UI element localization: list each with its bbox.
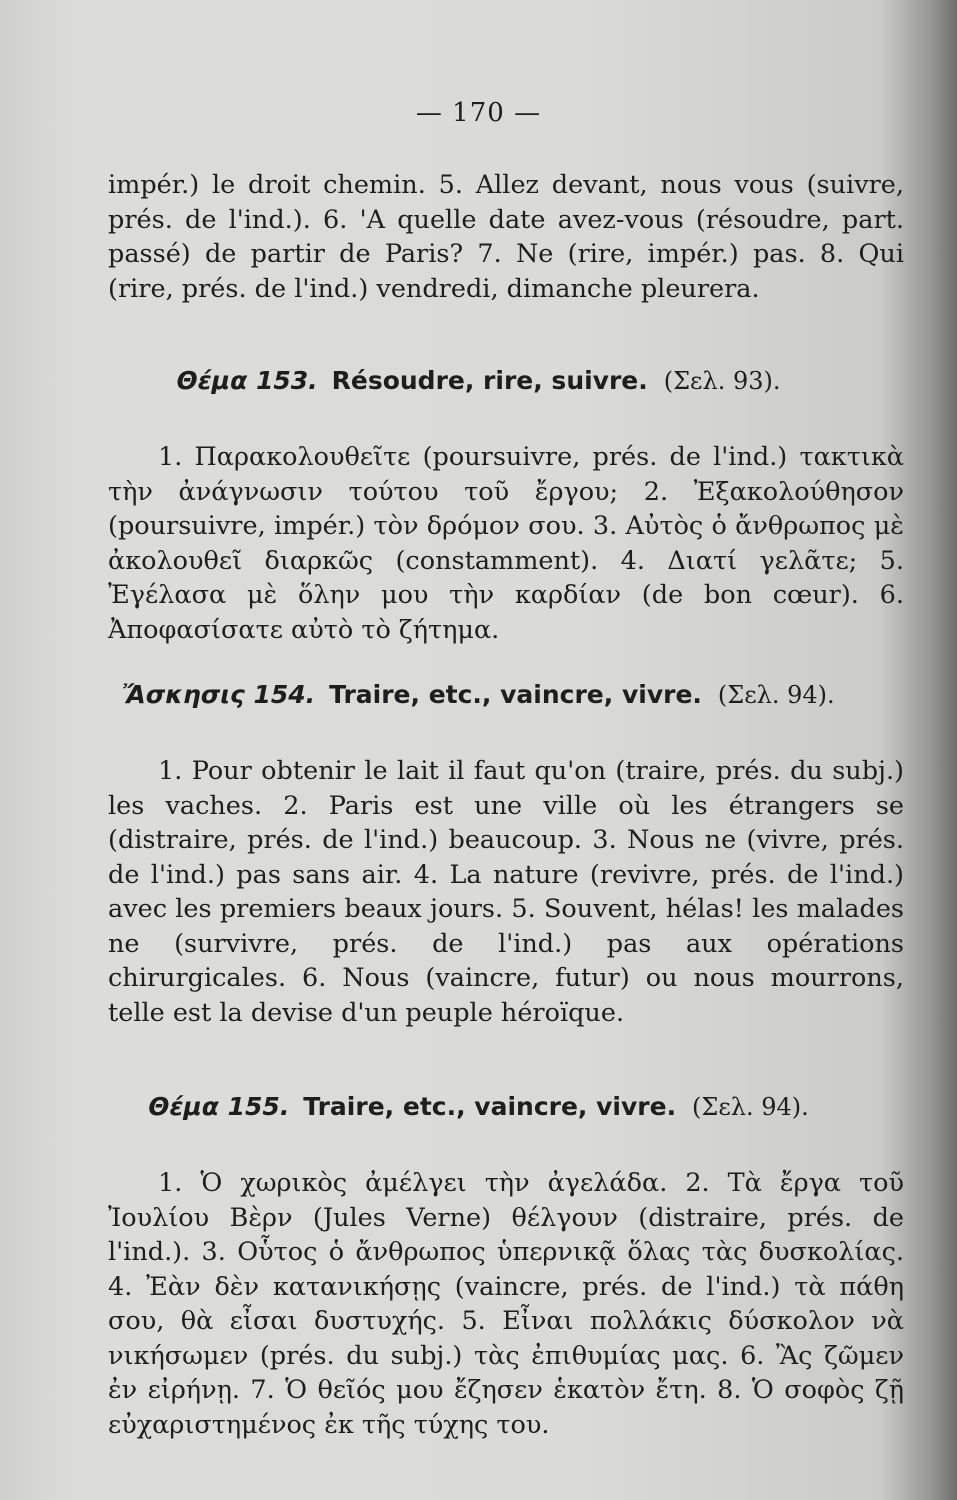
section-153-body xyxy=(108,440,904,647)
section-154-title: Traire, etc., vaincre, vivre. xyxy=(329,680,702,709)
section-154-label: Ἄσκησις 154. xyxy=(122,680,316,709)
section-153-heading xyxy=(0,366,957,395)
section-154-ref: (Σελ. 94). xyxy=(717,681,835,709)
page-number: — 170 — xyxy=(415,98,542,128)
section-153-label: Θέμα 153. xyxy=(176,366,318,395)
section-155-body xyxy=(108,1166,904,1442)
section-155-text: 1. Ὁ χωρικὸς ἀμέλγει τὴν ἀγελάδα. 2. Τὰ ἔργα τοῦ Ἰουλίου Βὲρν (Jules Verne) θέλγουν (distraire, prés. de l'ind.). 3. Οὗτος ὁ ἄνθρωπος ὑπερνικᾷ ὅλας τὰς δυσκολίας. 4. Ἐὰν δὲν κατανικήσῃς (vaincre, prés. de l'ind.) τὰ πάθη σου, θὰ εἶσαι δυστυχής. 5. Εἶναι πολλάκις δύσκολον νὰ νικήσωμεν (prés. du subj.) τὰς ἐπιθυμίας μας. 6. Ἂς ζῶμεν ἐν εἰρήνῃ. 7. Ὁ θεῖός μου ἔζησεν ἑκατὸν ἔτη. 8. Ὁ σοφὸς ζῇ εὐχαριστημένος ἐκ τῆς τύχης του. xyxy=(108,1168,904,1440)
section-155-label: Θέμα 155. xyxy=(148,1092,290,1121)
intro-text: impér.) le droit chemin. 5. Allez devant, nous vous (suivre, prés. de l'ind.). 6. 'A quelle date avez-vous (résoudre, part. passé) de partir de Paris? 7. Ne (rire, impér.) pas. 8. Qui (rire, prés. de l'ind.) vendredi, dimanche pleurera. xyxy=(108,170,904,304)
section-153-text: 1. Παρακολουθεῖτε (poursuivre, prés. de l'ind.) τακτικὰ τὴν ἀνάγνωσιν τούτου τοῦ ἔργου; 2. Ἐξακολούθησον (poursuivre, impér.) τὸν δρόμον σου. 3. Αὐτὸς ὁ ἄνθρωπος μὲ ἀκολουθεῖ διαρκῶς (constamment). 4. Διατί γελᾶτε; 5. Ἐγέλασα μὲ ὅλην μου τὴν καρδίαν (de bon cœur). 6. Ἀποφασίσατε αὐτὸ τὸ ζήτημα. xyxy=(108,442,904,645)
section-153-ref: (Σελ. 93). xyxy=(663,367,781,395)
section-153-title: Résoudre, rire, suivre. xyxy=(331,366,648,395)
section-154-text: 1. Pour obtenir le lait il faut qu'on (traire, prés. du subj.) les vaches. 2. Paris est une ville où les étrangers se (distraire, prés. de l'ind.) beaucoup. 3. Nous ne (vivre, prés. de l'ind.) pas sans air. 4. La nature (revivre, prés. de l'ind.) avec les premiers beaux jours. 5. Souvent, hélas! les malades ne (survivre, prés. de l'ind.) pas aux opérations chirurgicales. 6. Nous (vaincre, futur) ou nous mourrons, telle est la devise d'un peuple héroïque. xyxy=(108,756,904,1028)
intro-paragraph xyxy=(108,168,904,306)
section-155-heading xyxy=(0,1092,957,1121)
section-155-ref: (Σελ. 94). xyxy=(692,1093,809,1121)
section-154-body xyxy=(108,754,904,1030)
section-155-title: Traire, etc., vaincre, vivre. xyxy=(303,1092,677,1121)
section-154-heading xyxy=(0,680,957,709)
